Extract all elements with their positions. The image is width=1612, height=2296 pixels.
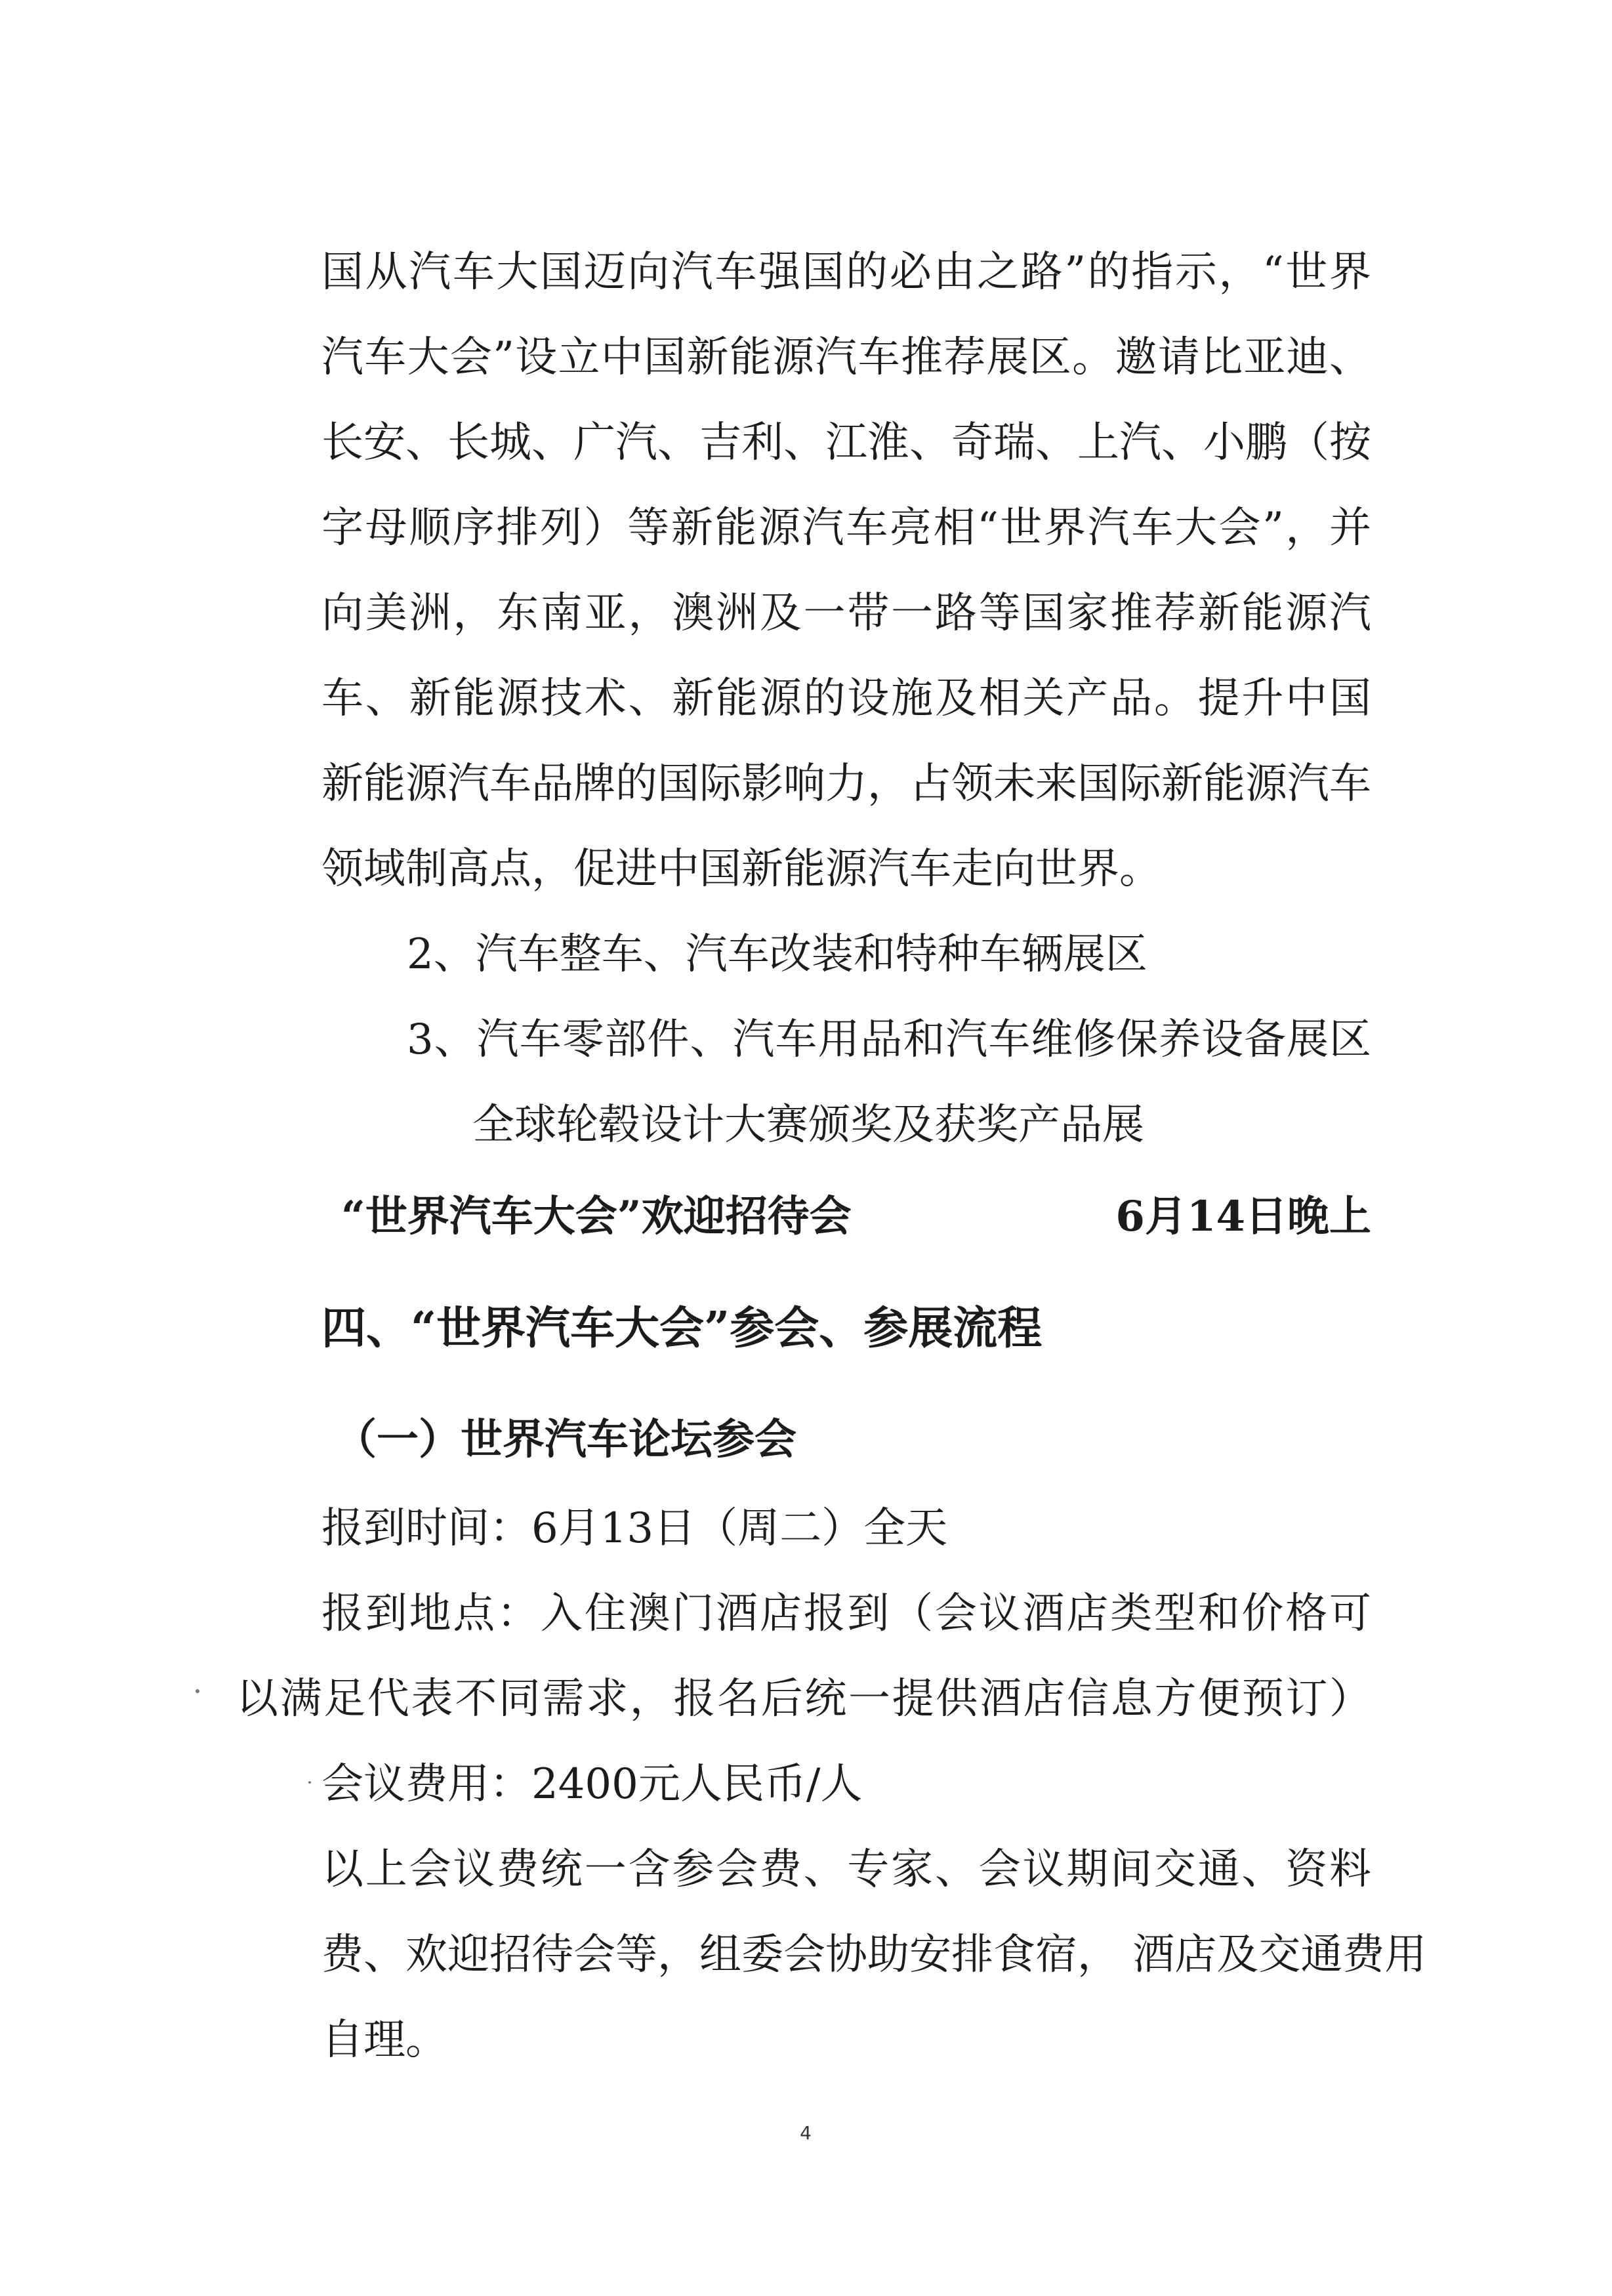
fee-note-line: 自理。 — [321, 2016, 447, 2064]
scan-speck — [308, 1781, 311, 1784]
fee-note-line: 费、欢迎招待会等，组委会协助安排食宿， 酒店及交通费用 — [321, 1931, 1427, 1979]
reception-label: “世界汽车大会”欢迎招待会 — [341, 1192, 852, 1241]
fee-note-line: 以上会议费统一含参会费、专家、会议期间交通、资料 — [321, 1845, 1371, 1894]
meeting-fee: 会议费用：2400元人民币/人 — [321, 1760, 863, 1809]
wheel-award-item: 全球轮毂设计大赛颁奖及获奖产品展 — [472, 1101, 1144, 1149]
subsection-heading: （一）世界汽车论坛参会 — [335, 1415, 796, 1464]
checkin-place-line: 报到地点：入住澳门酒店报到（会议酒店类型和价格可 — [321, 1589, 1371, 1638]
page-number: 4 — [800, 2122, 812, 2144]
paragraph-line: 汽车大会”设立中国新能源汽车推荐展区。邀请比亚迪、 — [321, 333, 1371, 382]
paragraph-line: 新能源汽车品牌的国际影响力，占领未来国际新能源汽车 — [321, 760, 1371, 808]
section-heading: 四、“世界汽车大会”参会、参展流程 — [321, 1302, 1043, 1355]
reception-row — [341, 1191, 1371, 1243]
checkin-time: 报到时间：6月13日（周二）全天 — [321, 1504, 948, 1553]
reception-time: 6月14日晚上 — [1115, 1192, 1371, 1241]
paragraph-line: 领域制高点，促进中国新能源汽车走向世界。 — [321, 845, 1161, 893]
paragraph-line: 国从汽车大国迈向汽车强国的必由之路”的指示，“世界 — [321, 248, 1371, 297]
paragraph-line: 长安、长城、广汽、吉利、江淮、奇瑞、上汽、小鹏（按 — [321, 419, 1371, 467]
paragraph-line: 车、新能源技术、新能源的设施及相关产品。提升中国 — [321, 674, 1371, 723]
scan-speck — [196, 1689, 199, 1693]
paragraph-line: 向美洲，东南亚，澳洲及一带一路等国家推荐新能源汽 — [321, 589, 1371, 638]
list-item-3: 3、汽车零部件、汽车用品和汽车维修保养设备展区 — [407, 1015, 1371, 1064]
list-item-2: 2、汽车整车、汽车改装和特种车辆展区 — [407, 930, 1147, 979]
paragraph-line: 字母顺序排列）等新能源汽车亮相“世界汽车大会”，并 — [321, 504, 1371, 552]
checkin-place-line: 以满足代表不同需求，报名后统一提供酒店信息方便预订） — [236, 1675, 1371, 1723]
